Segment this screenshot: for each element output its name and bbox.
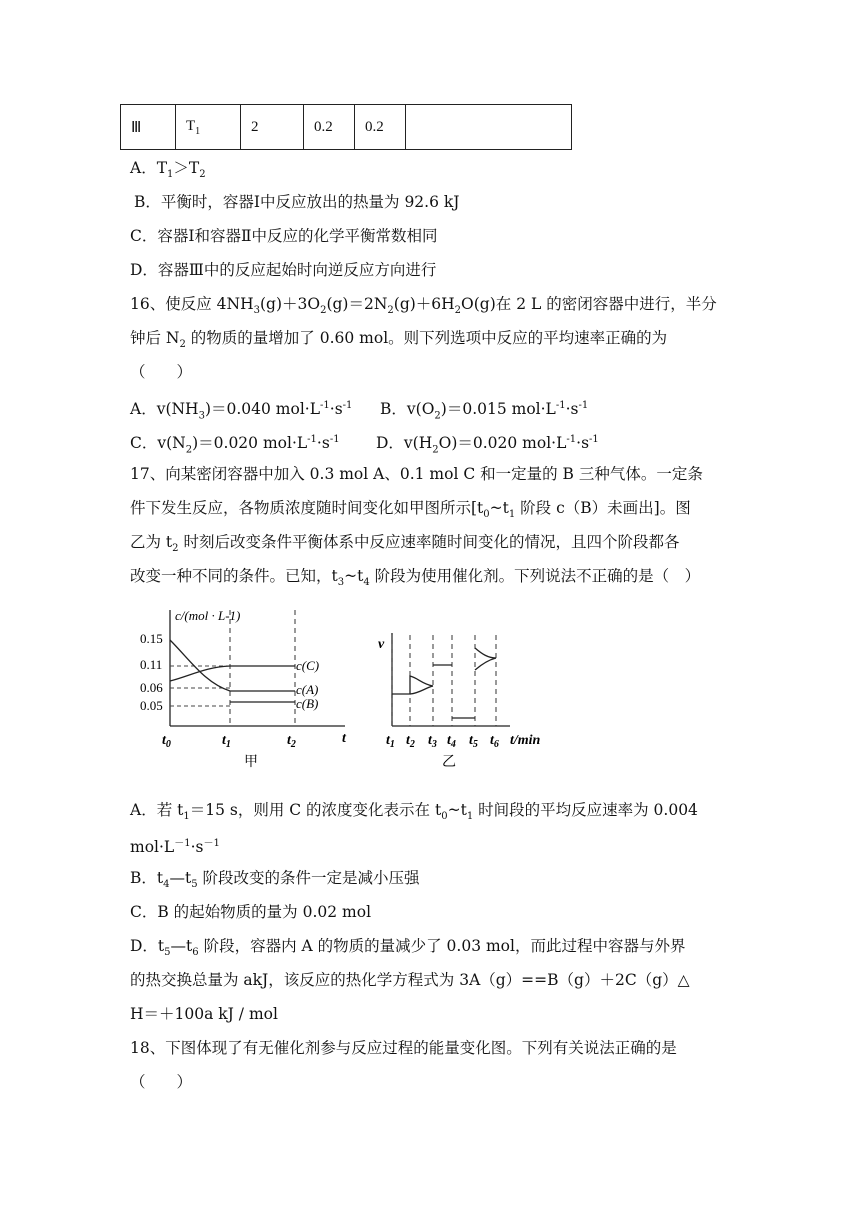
q16-option-c: C．$v(N_2)=0.020$ $mol\cdot L^{-1}\cdot s^{-1}$ bbox=[130, 434, 340, 456]
table-row bbox=[121, 105, 572, 150]
xtick: $t_1$ bbox=[386, 733, 395, 750]
q17-stem: 件下发生反应，各物质浓度随时间变化如甲图所示[$t_0\sim t_1$ 阶段 c（B）未画出]。图 bbox=[130, 499, 691, 521]
q15-option-a: A．$T_1>T_2$ bbox=[130, 159, 206, 181]
xtick: t bbox=[342, 731, 346, 746]
q16-option-d: D．$v(H_2O)=0.020$ $mol\cdot L^{-1}\cdot s^{-1}$ bbox=[376, 434, 599, 456]
table-cell: 0.2 bbox=[355, 105, 406, 150]
q18-stem: 18、下图体现了有无催化剂参与反应过程的能量变化图。下列有关说法正确的是 bbox=[130, 1039, 677, 1057]
xtick: $t_4$ bbox=[447, 733, 456, 750]
xtick: $t_3$ bbox=[428, 733, 437, 750]
xtick: $t_1$ bbox=[222, 733, 231, 750]
q17-option-b: B．$t_4—t_5$ 阶段改变的条件一定是减小压强 bbox=[130, 869, 420, 891]
caption-jia: 甲 bbox=[244, 755, 258, 770]
curve-label: c(A) bbox=[296, 682, 319, 697]
table-cell bbox=[406, 105, 572, 150]
answer-paren: （ ） bbox=[130, 363, 193, 381]
xtick: $t_6$ bbox=[490, 733, 499, 750]
q17-option-c: C．B 的起始物质的量为 0.02 mol bbox=[130, 903, 372, 921]
curve-label: c(B) bbox=[296, 696, 319, 711]
q16-stem: 钟后 $N_2$ 的物质的量增加了 0.60 mol。则下列选项中反应的平均速率正确的为 bbox=[130, 329, 668, 351]
q15-option-b: B．平衡时，容器Ⅰ中反应放出的热量为 92.6 kJ bbox=[134, 193, 460, 211]
ytick: 0.05 bbox=[140, 698, 163, 713]
q17-option-d: H＝＋100a kJ / mol bbox=[130, 1005, 278, 1023]
q16-stem: 16、使反应 $4NH_3(g)+3O_2(g)=2N_2(g)+6H_2O(g)$在 2 L 的密闭容器中进行，半分 bbox=[130, 295, 717, 317]
ytick: 0.11 bbox=[140, 657, 163, 672]
q17-option-a: A．若 $t_1=15$ s，则用 C 的浓度变化表示在 $t_0\sim t_1$ 时间段的平均反应速率为 0.004 bbox=[130, 801, 698, 823]
q17-figure bbox=[130, 598, 570, 778]
xtick: $t_5$ bbox=[469, 733, 478, 750]
q16-option-a: A．$v(NH_3)=0.040$ $mol\cdot L^{-1}\cdot s^{-1}$ bbox=[130, 400, 353, 422]
q17-stem: 乙为 $t_2$ 时刻后改变条件平衡体系中反应速率随时间变化的情况，且四个阶段都各 bbox=[130, 533, 680, 555]
table-cell: Ⅲ bbox=[121, 105, 176, 150]
condition-table bbox=[120, 104, 572, 150]
caption-yi: 乙 bbox=[442, 755, 456, 770]
table-cell: 2 bbox=[241, 105, 304, 150]
table-cell: 0.2 bbox=[304, 105, 355, 150]
q17-stem: 改变一种不同的条件。已知，$t_3\sim t_4$ 阶段为使用催化剂。下列说法不正确的是（ ） bbox=[130, 567, 701, 589]
ylabel-yi: v bbox=[378, 637, 385, 652]
xtick: $t_2$ bbox=[287, 733, 296, 750]
ytick: 0.15 bbox=[140, 631, 163, 646]
ytick: 0.06 bbox=[140, 680, 163, 695]
q17-option-d: D．$t_5—t_6$ 阶段，容器内 A 的物质的量减少了 0.03 mol，而此过程中容器与外界 bbox=[130, 937, 686, 959]
q17-stem: 17、向某密闭容器中加入 0.3 mol A、0.1 mol C 和一定量的 B 三种气体。一定条 bbox=[130, 465, 703, 483]
xtick: $t_0$ bbox=[162, 733, 171, 750]
xtick: $t_2$ bbox=[406, 733, 415, 750]
figure-jia bbox=[140, 608, 347, 770]
q15-option-d: D．容器Ⅲ中的反应起始时向逆反应方向进行 bbox=[130, 261, 437, 279]
ylabel-jia: c/(mol · L-1) bbox=[175, 608, 241, 623]
q15-option-c: C．容器Ⅰ和容器Ⅱ中反应的化学平衡常数相同 bbox=[130, 227, 438, 245]
table-cell: $T_1$ bbox=[176, 105, 241, 150]
curve-c bbox=[170, 666, 295, 681]
q16-option-b: B．$v(O_2)=0.015$ $mol\cdot L^{-1}\cdot s^{-1}$ bbox=[380, 400, 589, 422]
figure-yi bbox=[378, 633, 541, 770]
q17-option-d: 的热交换总量为 akJ，该反应的热化学方程式为 3A（g）==B（g）＋2C（g）△ bbox=[130, 971, 690, 989]
q17-option-a: $mol\cdot L^{-1}\cdot s^{-1}$ bbox=[130, 838, 220, 857]
xtick: t/min bbox=[510, 733, 541, 748]
answer-paren: （ ） bbox=[130, 1073, 193, 1091]
curve-label: c(C) bbox=[296, 658, 320, 673]
